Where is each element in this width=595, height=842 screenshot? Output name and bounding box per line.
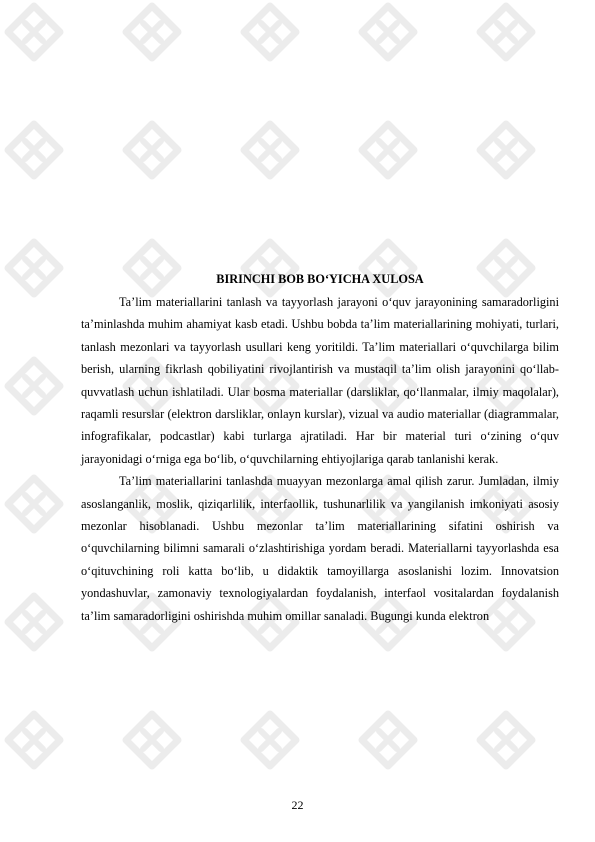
- chapter-conclusion-heading: BIRINCHI BOB BO‘YICHA XULOSA: [216, 272, 424, 286]
- diamond-x-watermark-icon: [358, 2, 418, 62]
- diamond-x-watermark-icon: [240, 120, 300, 180]
- diamond-x-watermark-icon: [4, 710, 64, 770]
- diamond-x-watermark-icon: [476, 710, 536, 770]
- diamond-x-watermark-icon: [4, 238, 64, 298]
- diamond-x-watermark-icon: [358, 710, 418, 770]
- paragraph-2: Ta’lim materiallarini tanlashda muayyan mezonlarga amal qilish zarur. Jumladan, ilmiy asoslanganlik, moslik, qiziqarlilik, interfaollik, tushunarlilik va yangilanish imkoniyati asosiy mezonlar hisoblanadi. Ushbu mezonlar ta’lim materiallarining sifatini oshirish va o‘quvchilarning bilimni samarali o‘zlashtirishiga yordam beradi. Materiallarni tayyorlashda esa o‘qituvchining roli katta bo‘lib, u didaktik tamoyillarga asoslanishi lozim. Innovatsion yondashuvlar, zamonaviy texnologiyalardan foydalanish, interfaol vositalardan foydalanish ta’lim samaradorligini oshirishda muhim omillar sanaladi. Bugungi kunda elektron: [81, 474, 559, 623]
- diamond-x-watermark-icon: [240, 710, 300, 770]
- diamond-x-watermark-icon: [4, 356, 64, 416]
- diamond-x-watermark-icon: [4, 592, 64, 652]
- diamond-x-watermark-icon: [476, 120, 536, 180]
- page-number: 22: [291, 798, 304, 812]
- diamond-x-watermark-icon: [476, 2, 536, 62]
- paragraph-1: Ta’lim materiallarini tanlash va tayyorlash jarayoni o‘quv jarayonining samaradorligini ta’minlashda muhim ahamiyat kasb etadi. Ushbu bobda ta’lim materiallarining mohiyati, turlari, tanlash mezonlari va tayyorlash usullari keng yoritildi. Ta’lim materiallari o‘quvchilarga bilim berish, ularning fikrlash qobiliyatini rivojlantirish va mustaqil ta’lim olish jarayonini qo‘llab-quvvatlash uchun ishlatiladi. Ular bosma materiallar (darsliklar, qo‘llanmalar, ilmiy maqolalar), raqamli resurslar (elektron darsliklar, onlayn kurslar), vizual va audio materiallar (diagrammalar, infografikalar, podcastlar) kabi turlarga ajratiladi. Har bir material turi o‘zining o‘quv jarayonidagi o‘rniga ega bo‘lib, o‘quvchilarning ehtiyojlariga qarab tanlanishi kerak.: [81, 295, 559, 466]
- diamond-x-watermark-icon: [122, 710, 182, 770]
- diamond-x-watermark-icon: [122, 2, 182, 62]
- diamond-x-watermark-icon: [240, 2, 300, 62]
- diamond-x-watermark-icon: [122, 120, 182, 180]
- diamond-x-watermark-icon: [358, 120, 418, 180]
- diamond-x-watermark-icon: [4, 2, 64, 62]
- diamond-x-watermark-icon: [4, 120, 64, 180]
- diamond-x-watermark-icon: [4, 474, 64, 534]
- document-body: [81, 270, 559, 627]
